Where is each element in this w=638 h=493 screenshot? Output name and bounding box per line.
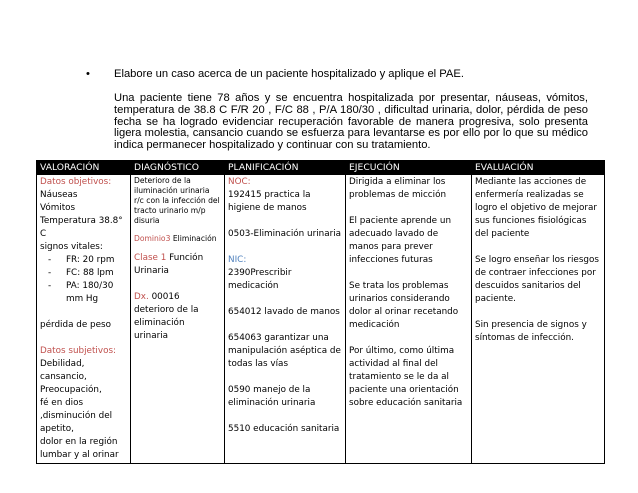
vital-sign-item: - FC: 88 lpm [40,267,127,280]
header-valoracion: VALORACIÓN [37,161,131,175]
weight-loss-text: pérdida de peso [40,320,112,330]
subjective-line: fé en dios [40,398,84,408]
case-description: Una paciente tiene 78 años y se encuentra hospitalizada por presentar, náuseas, vómitos, temperatura de 38.8 C F/R 20 , F/C 88 , P/A 180/30 , dificultad urinaria, dolor, pérdida de peso fecha se ha logrado evidenciar recuperación favorable de manera progresiva, solo presenta ligera molestia, cansancio cuando se esfuerza para levantarse es por ello por lo que su médico indica permanecer hospitalizado y continuar con su tratamiento. [114,92,588,152]
domain-value: Eliminación [172,234,217,243]
execution-paragraph: Se trata los problemas urinarios considerando dolor al orinar recetando medicación [349,281,459,330]
dx-label: Dx. [134,292,149,302]
execution-paragraph: Dirigida a eliminar los problemas de micción [349,177,447,200]
pae-table [36,160,605,464]
valoracion-line: Temperatura 38.8° C [40,216,123,239]
table-header-row [37,161,605,175]
valoracion-line: Náuseas [40,190,78,200]
instruction-text: Elabore un caso acerca de un paciente hospitalizado y aplique el PAE. [114,68,464,80]
subjective-line: cansancio, [40,372,87,382]
subjective-line: dolor en la región [40,437,118,447]
header-evaluacion: EVALUACIÓN [472,161,605,175]
subjective-line: Preocupación, [40,385,102,395]
cell-valoracion [37,175,131,464]
instruction-item [86,68,586,81]
diagnosis-statement: Deterioro de la iluminación urinaria r/c con la infección del tracto urinario m/p disuria [134,176,220,225]
evaluation-paragraph: Mediante las acciones de enfermería realizadas se logro el objetivo de mejorar sus funciones fisiológicas del paciente [475,177,597,239]
class-label: Clase 1 [134,253,167,263]
nic-item: 0590 manejo de la eliminación urinaria [228,385,316,408]
vital-sign-unit: mm Hg [66,294,99,304]
cell-diagnostico [131,175,225,464]
evaluation-paragraph: Sin presencia de signos y síntomas de infección. [475,320,587,343]
nic-item: 5510 educación sanitaria [228,424,340,434]
header-diagnostico: DIAGNÓSTICO [131,161,225,175]
domain-label: Dominio3 [134,234,171,243]
noc-label: NOC: [228,177,251,187]
nic-label: NIC: [228,255,247,265]
domain-line [134,234,221,244]
dx-line [134,291,221,343]
objective-data-title: Datos objetivos: [40,177,112,187]
execution-paragraph: El paciente aprende un adecuado lavado de manos para prever infecciones futuras [349,216,452,265]
execution-paragraph: Por último, como última actividad al final del tratamiento se le da al paciente una orientación sobre educación sanitaria [349,346,463,408]
header-planificacion: PLANIFICACIÓN [225,161,346,175]
subjective-data-title: Datos subjetivos: [40,346,117,356]
cell-ejecucion [346,175,472,464]
nic-item: 654012 lavado de manos [228,307,340,317]
dx-value: 00016 deterioro de la eliminación urinaria [134,292,199,341]
table-row [37,175,605,464]
subjective-line: lumbar y al orinar [40,450,119,460]
noc-item: 0503-Eliminación urinaria [228,229,342,239]
vital-sign-item: - PA: 180/30 [40,280,127,293]
vital-sign-item: - FR: 20 rpm [40,254,127,267]
noc-item: 192415 practica la higiene de manos [228,190,311,213]
assignment-section [86,68,586,152]
valoracion-line: Vómitos [40,203,76,213]
nic-item: 2390Prescribir medicación [228,268,292,291]
evaluation-paragraph: Se logro enseñar los riesgos de contraer infecciones por descuidos sanitarios del paciente. [475,255,599,304]
valoracion-line: signos vitales: [40,242,103,252]
subjective-line: Debilidad, [40,359,85,369]
class-value: Función Urinaria [134,253,204,276]
subjective-line: ,disminución del [40,411,113,421]
subjective-line: apetito, [40,424,74,434]
cell-evaluacion [472,175,605,464]
nic-item: 654063 garantizar una manipulación aséptica de todas las vías [228,333,341,369]
header-ejecucion: EJECUCIÓN [346,161,472,175]
bullet-icon: • [86,68,90,80]
class-line [134,252,221,278]
cell-planificacion [225,175,346,464]
